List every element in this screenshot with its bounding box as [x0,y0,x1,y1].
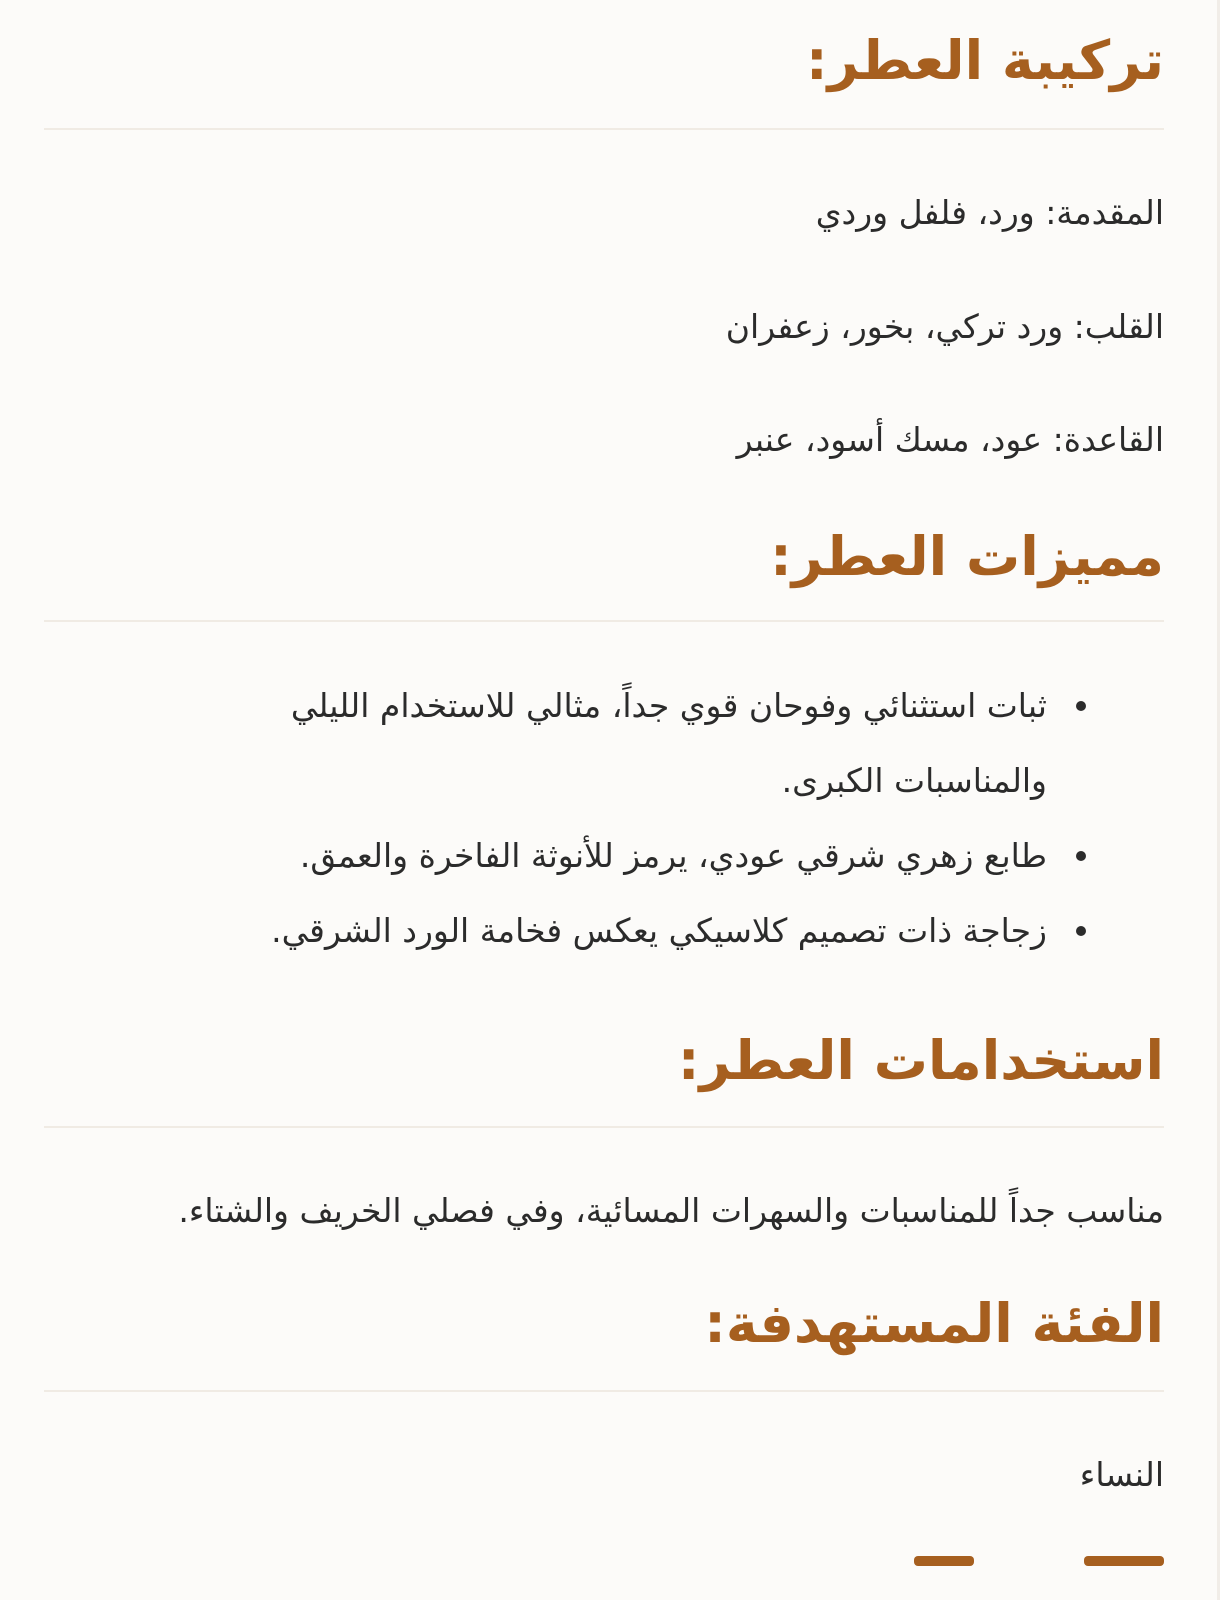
feature-item: زجاجة ذات تصميم كلاسيكي يعكس فخامة الورد الشرقي. [0,893,1047,968]
uses-divider [44,1126,1164,1128]
composition-heading: تركيبة العطر: [806,29,1164,92]
feature-item: طابع زهري شرقي عودي، يرمز للأنوثة الفاخرة والعمق. [0,818,1047,893]
heart-notes-text: القلب: ورد تركي، بخور، زعفران [725,307,1164,346]
audience-text: النساء [1079,1455,1164,1494]
audience-heading: الفئة المستهدفة: [704,1292,1164,1355]
next-heading-partial [874,1556,1164,1600]
top-notes-text: المقدمة: ورد، فلفل وردي [815,193,1164,232]
next-heading-fragment [914,1556,974,1566]
next-heading-fragment [1084,1556,1164,1566]
base-notes-text: القاعدة: عود، مسك أسود، عنبر [736,420,1164,459]
features-list [0,668,1164,968]
features-divider [44,620,1164,622]
composition-divider [44,128,1164,130]
features-heading: مميزات العطر: [770,525,1164,588]
audience-divider [44,1390,1164,1392]
uses-text: مناسب جداً للمناسبات والسهرات المسائية، وفي فصلي الخريف والشتاء. [178,1191,1164,1230]
uses-heading: استخدامات العطر: [677,1029,1164,1092]
feature-item: ثبات استثنائي وفوحان قوي جداً، مثالي للاستخدام الليلي والمناسبات الكبرى. [217,668,1047,818]
